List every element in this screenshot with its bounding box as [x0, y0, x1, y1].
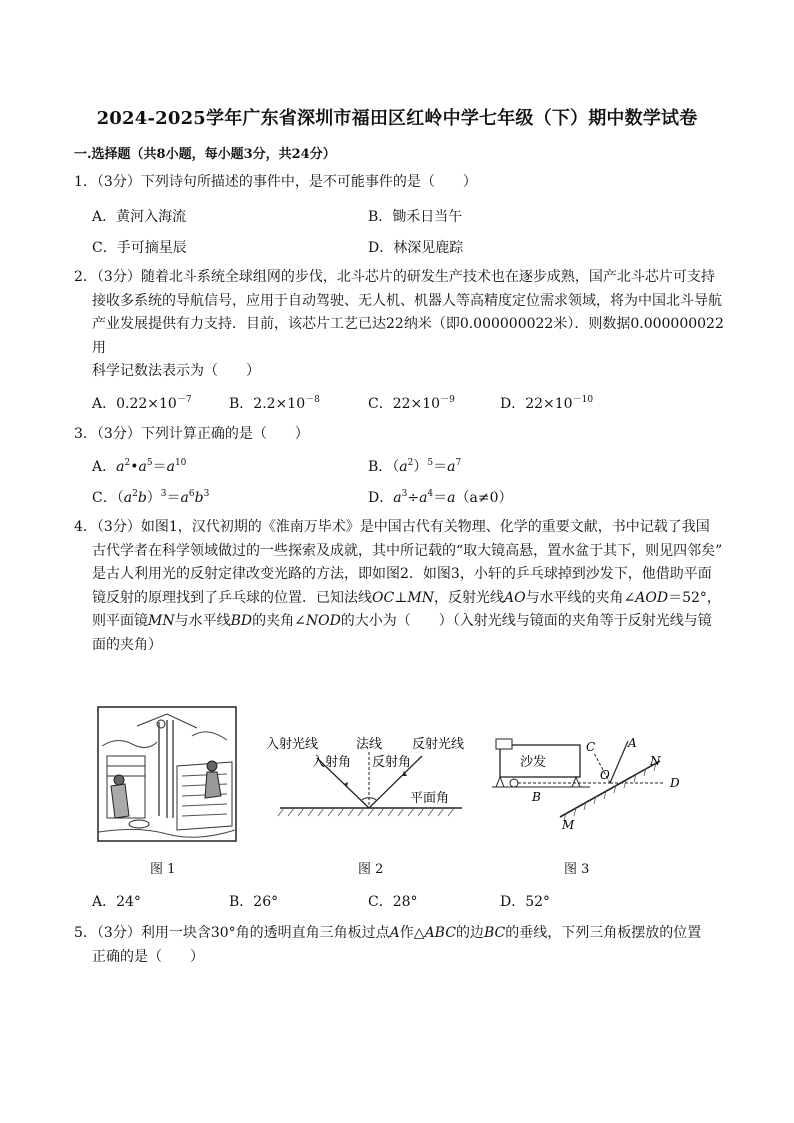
- question-text: 科学记数法表示为（ ）: [92, 363, 260, 379]
- question-text: （3分）下列诗句所描述的事件中，是不可能事件的是（ ）: [96, 174, 477, 190]
- figure-1-caption: 图 1: [150, 862, 176, 877]
- figure-2-caption: 图 2: [358, 862, 384, 877]
- question-number: 1．: [74, 174, 97, 190]
- q1-option-d: D．林深见鹿踪: [368, 240, 464, 256]
- question-1: [74, 171, 726, 195]
- question-number: 3．: [74, 426, 97, 442]
- question-4: [74, 516, 734, 657]
- q1-option-a: A．黄河入海流: [92, 209, 187, 225]
- fig2-label: 入射角: [312, 755, 352, 770]
- q1-option-b: B．锄禾日当午: [368, 209, 463, 225]
- fig3-label: C: [586, 740, 596, 754]
- fig2-label: 平面角: [410, 791, 450, 806]
- figure-3-sofa-diagram: [490, 733, 705, 833]
- q4-option-b: B．26°: [229, 894, 279, 910]
- question-text: 镜反射的原理找到了乒乓球的位置．已知法线OC⊥MN，反射光线AO与水平线的夹角∠AOD＝52°，: [92, 589, 721, 606]
- q3-option-c: C．$(a^2b)^3=a^6b^3$: [92, 489, 210, 506]
- fig3-label: B: [532, 790, 541, 804]
- question-text: 接收多系统的导航信号，应用于自动驾驶、无人机、机器人等高精度定位需求领域，将为中国北斗导航: [92, 292, 722, 309]
- question-text: （3分）如图1，汉代初期的《淮南万毕术》是中国古代有关物理、化学的重要文献，书中记载了我国: [96, 519, 710, 535]
- q3-option-d: D．$a^3\div a^4=a(a\ne 0)$: [368, 489, 513, 506]
- q4-option-d: D．52°: [500, 894, 551, 910]
- q3-option-a: A．$a^2•a^5=a^{10}$: [92, 458, 187, 475]
- figure-1-illustration: [97, 706, 237, 842]
- question-text: 古代学者在科学领域做过的一些探索及成就，其中所记载的“取大镜高悬，置水盆于其下，则见四邻矣”: [92, 542, 723, 559]
- figure-3-caption: 图 3: [564, 862, 590, 877]
- fig2-label: 反射光线: [412, 737, 465, 752]
- fig3-label: M: [562, 818, 575, 832]
- fig3-label: D: [670, 776, 680, 790]
- question-text: （3分）随着北斗系统全球组网的步伐，北斗芯片的研发生产技术也在逐步成熟，国产北斗芯片可支持: [96, 269, 715, 285]
- page-title: 2024-2025学年广东省深圳市福田区红岭中学七年级（下）期中数学试卷: [96, 108, 698, 129]
- figure-2-reflection-diagram: [262, 730, 472, 820]
- question-text: （3分）下列计算正确的是（ ）: [96, 426, 309, 442]
- fig3-label: 沙发: [520, 755, 547, 770]
- question-3: [74, 423, 726, 447]
- fig3-label: N: [650, 754, 661, 768]
- question-text: 则平面镜MN与水平线BD的夹角∠NOD的大小为（ ）（入射光线与镜面的夹角等于反射光线与镜: [92, 613, 712, 629]
- question-number: 2．: [74, 269, 97, 285]
- question-5: [74, 922, 734, 969]
- q3-option-b: B．$(a^2)^5=a^7$: [368, 458, 462, 475]
- question-number: 4．: [74, 519, 97, 535]
- section-heading: 一.选择题（共8小题，每小题3分，共24分）: [74, 147, 336, 162]
- fig3-label: O: [600, 768, 610, 782]
- fig2-label: 入射光线: [266, 737, 319, 752]
- question-text: （3分）利用一块含30°角的透明直角三角板过点A作△ABC的边BC的垂线，下列三角板摆放的位置: [96, 925, 702, 941]
- question-number: 5．: [74, 925, 97, 941]
- question-text: 是古人利用光的反射定律改变光路的方法，即如图2．如图3，小轩的乒乓球掉到沙发下，他借助平面: [92, 566, 712, 582]
- question-text: 产业发展提供有力支持．目前，该芯片工艺已达22纳米（即0.000000022米）．则数据0.000000022用: [92, 316, 724, 356]
- question-text: 正确的是（ ）: [92, 948, 204, 965]
- q2-option-c: C．$22\times 10^{-9}$: [368, 395, 455, 412]
- fig2-label: 反射角: [372, 755, 412, 770]
- fig2-label: 法线: [356, 737, 383, 752]
- q1-option-c: C．手可摘星辰: [92, 240, 187, 256]
- q2-option-b: B．$2.2\times 10^{-8}$: [229, 395, 320, 412]
- q2-option-d: D．$22\times 10^{-10}$: [500, 395, 594, 412]
- q4-option-a: A．24°: [92, 894, 141, 910]
- question-text: 面的夹角）: [92, 636, 162, 653]
- fig3-label: A: [628, 736, 637, 750]
- question-2: [74, 266, 734, 384]
- q2-option-a: A．$0.22\times 10^{-7}$: [92, 395, 192, 412]
- q4-option-c: C．28°: [368, 894, 418, 910]
